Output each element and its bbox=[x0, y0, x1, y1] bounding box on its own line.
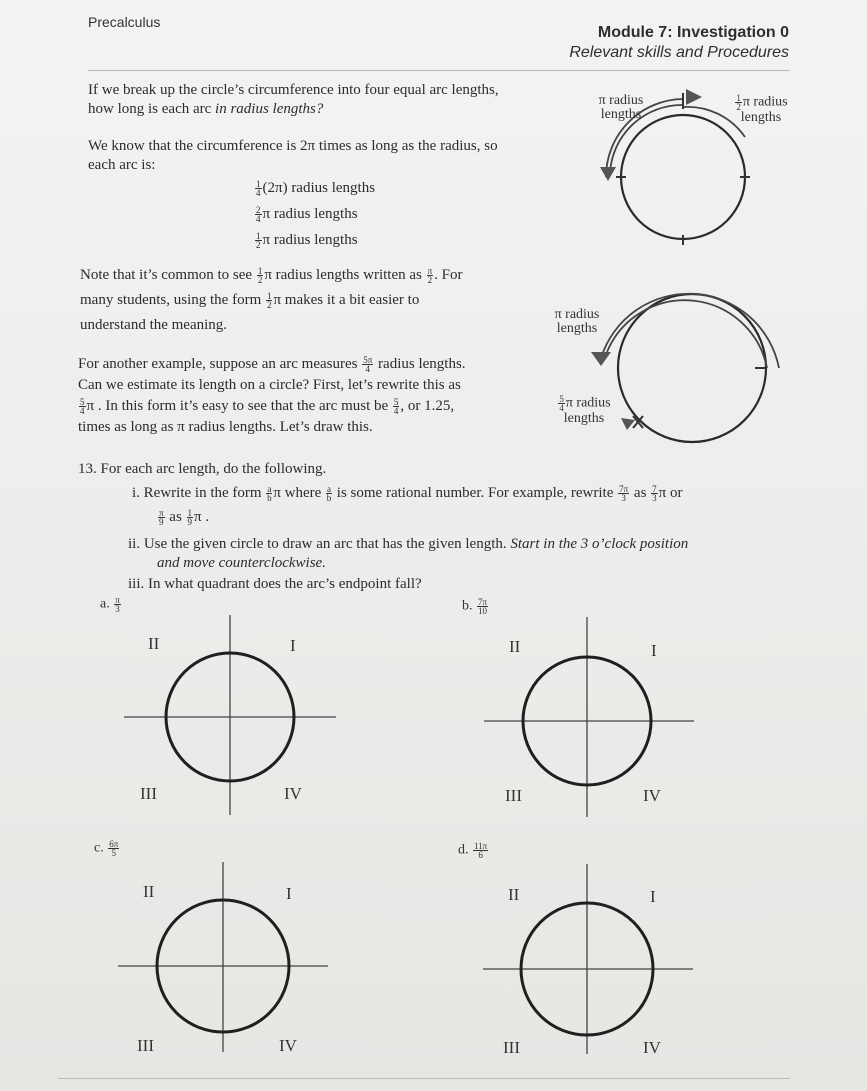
fraction-numerator: 1 bbox=[256, 231, 261, 242]
step-i-fraction bbox=[651, 485, 658, 502]
fraction-numerator: 6π bbox=[109, 839, 119, 849]
fraction-denominator: 6 bbox=[478, 850, 483, 860]
intro-explanation-line2: each arc is: bbox=[88, 157, 156, 173]
intro-question-line1: If we break up the circle’s circumference into four equal arc lengths, bbox=[88, 82, 499, 98]
fraction-numerator: 11π bbox=[474, 841, 488, 851]
part-c-label bbox=[94, 840, 120, 857]
example-fraction bbox=[362, 356, 373, 373]
calc-step-1-text: (2π) radius lengths bbox=[262, 180, 376, 196]
example-text: radius lengths. bbox=[374, 356, 466, 372]
circle-b-quadrant-4: IV bbox=[643, 786, 661, 805]
step-i-line2-text: as bbox=[165, 509, 186, 525]
fraction-denominator: 4 bbox=[365, 364, 371, 375]
problem-step-i bbox=[132, 484, 812, 503]
diagram2-label-five-fourths-text: π radius bbox=[565, 395, 611, 411]
note-line1 bbox=[80, 263, 550, 288]
calc-step-2 bbox=[254, 205, 358, 224]
fraction-numerator: π bbox=[115, 595, 120, 605]
circle-d-quadrant-2: II bbox=[508, 885, 520, 904]
part-a-label bbox=[100, 596, 122, 613]
fraction-numerator: a bbox=[327, 484, 332, 495]
example-line3 bbox=[78, 396, 538, 417]
example-fraction bbox=[79, 398, 86, 415]
calc-step-3 bbox=[254, 231, 358, 250]
step-i-fraction bbox=[266, 485, 272, 502]
fraction-numerator: 5π bbox=[363, 355, 373, 366]
step-i-fraction bbox=[326, 485, 332, 502]
step-i-text: is some rational number. For example, rewrite bbox=[333, 485, 618, 501]
calc-step-3-text: π radius lengths bbox=[262, 232, 358, 248]
fraction-denominator: 4 bbox=[256, 214, 261, 225]
module-title: Module 7: Investigation 0 bbox=[597, 24, 789, 41]
five-fourths-arrowhead bbox=[621, 418, 635, 430]
diagram2-label-five-fourths-line2: lengths bbox=[563, 411, 605, 426]
header-divider bbox=[88, 70, 790, 71]
fraction-denominator: b bbox=[267, 493, 272, 504]
circle-b-quadrant-1: I bbox=[651, 641, 657, 660]
intro-question-text: how long is each arc bbox=[88, 101, 216, 117]
fraction-numerator: 5 bbox=[80, 397, 85, 408]
diagram2-label-pi-line1: π radius bbox=[554, 307, 600, 322]
fraction-denominator: 2 bbox=[256, 240, 261, 251]
fraction-numerator: 7 bbox=[652, 484, 657, 495]
diagram1-label-pi-line1: π radius bbox=[598, 93, 644, 108]
problem-13-heading: 13. For each arc length, do the following. bbox=[78, 461, 327, 477]
note-text: π radius lengths written as bbox=[264, 267, 426, 283]
fraction-denominator: 4 bbox=[393, 406, 399, 417]
intro-question-italic: in radius lengths? bbox=[215, 101, 324, 117]
circle-d-quadrant-3: III bbox=[503, 1038, 520, 1057]
module-subtitle: Relevant skills and Procedures bbox=[569, 44, 789, 61]
fraction-denominator: 3 bbox=[621, 493, 626, 504]
circle-c-quadrant-2: II bbox=[143, 882, 155, 901]
fraction-numerator: 7π bbox=[619, 484, 629, 495]
problem-step-ii bbox=[128, 535, 808, 554]
fraction-denominator: 5 bbox=[111, 848, 116, 858]
example-text: For another example, suppose an arc measures bbox=[78, 356, 362, 372]
circle-c-quadrant-1: I bbox=[286, 884, 292, 903]
intro-explanation bbox=[88, 137, 568, 175]
step-i-text: π where bbox=[273, 485, 326, 501]
circle-a-quadrant-3: III bbox=[140, 784, 157, 803]
note-text: many students, using the form bbox=[80, 292, 265, 308]
fraction-denominator: 9 bbox=[187, 517, 193, 528]
diagram2-label-five-fourths-line1 bbox=[546, 395, 622, 412]
fraction-numerator: 5 bbox=[393, 397, 399, 408]
fraction-denominator: 2 bbox=[266, 300, 272, 311]
fraction-denominator: 4 bbox=[256, 188, 261, 199]
circle-c-quadrant-4: IV bbox=[279, 1036, 297, 1055]
calc-step-2-text: π radius lengths bbox=[262, 206, 358, 222]
part-letter: b. bbox=[462, 598, 473, 614]
note-text: . For bbox=[434, 267, 463, 283]
note-paragraph bbox=[80, 263, 550, 338]
diagram1-label-half-pi-line2: lengths bbox=[740, 110, 782, 125]
note-text: Note that it’s common to see bbox=[80, 267, 256, 283]
part-letter: c. bbox=[94, 840, 104, 856]
part-d-fraction bbox=[473, 842, 488, 859]
step-i-text: as bbox=[630, 485, 651, 501]
part-d-label bbox=[458, 842, 489, 859]
fraction-denominator: 2 bbox=[736, 102, 741, 112]
step-i-text: π or bbox=[658, 485, 683, 501]
part-b-fraction bbox=[477, 598, 488, 615]
diagram1-label-pi-line2: lengths bbox=[600, 107, 642, 122]
fraction-denominator: 4 bbox=[80, 406, 85, 417]
problem-step-ii-line2 bbox=[157, 554, 326, 573]
calc-step-1-fraction bbox=[255, 180, 262, 197]
calc-step-1 bbox=[254, 179, 375, 198]
diagram2-label-pi-line2: lengths bbox=[556, 321, 598, 336]
circle-b-quadrant-3: III bbox=[505, 786, 522, 805]
problem-step-iii: iii. In what quadrant does the arc’s endpoint fall? bbox=[128, 576, 422, 592]
example-line2: Can we estimate its length on a circle? First, let’s rewrite this as bbox=[78, 377, 461, 393]
step-i-fraction bbox=[618, 485, 629, 502]
part-letter: a. bbox=[100, 596, 110, 612]
circle-a-quadrant-4: IV bbox=[284, 784, 302, 803]
pi-arc-arrowhead bbox=[600, 167, 616, 181]
diagram2-label-pi bbox=[546, 308, 608, 336]
fraction-denominator: 2 bbox=[427, 275, 433, 286]
circle-b-quadrant-2: II bbox=[509, 637, 521, 656]
note-line2 bbox=[80, 288, 550, 313]
diagram1-label-pi bbox=[586, 94, 656, 122]
intro-question bbox=[88, 81, 568, 119]
fraction-numerator: π bbox=[159, 508, 164, 519]
note-fraction bbox=[427, 267, 434, 284]
fraction-denominator: b bbox=[326, 493, 332, 504]
note-line3: understand the meaning. bbox=[80, 317, 228, 333]
example-text: π . In this form it’s easy to see that the arc must be bbox=[86, 398, 392, 414]
intro-explanation-line1: We know that the circumference is 2π times as long as the radius, so bbox=[88, 138, 498, 154]
example-text: , or 1.25, bbox=[400, 398, 455, 414]
course-name: Precalculus bbox=[88, 14, 161, 30]
diagram1-fraction bbox=[735, 94, 742, 111]
part-c-fraction bbox=[108, 840, 119, 857]
fraction-numerator: π bbox=[427, 266, 433, 277]
fraction-denominator: 2 bbox=[257, 275, 263, 286]
calc-step-3-fraction bbox=[255, 232, 262, 249]
part-a-fraction bbox=[114, 596, 121, 613]
fraction-numerator: 1 bbox=[187, 508, 193, 519]
fraction-denominator: 10 bbox=[478, 606, 488, 616]
start-arrowhead bbox=[686, 89, 702, 105]
step-ii-text: ii. Use the given circle to draw an arc that has the given length. bbox=[128, 536, 511, 552]
fraction-numerator: 1 bbox=[736, 93, 741, 103]
calc-step-2-fraction bbox=[255, 206, 262, 223]
fraction-denominator: 3 bbox=[115, 604, 120, 614]
fraction-numerator: 7π bbox=[478, 597, 488, 607]
step-i-line2-text: π . bbox=[194, 509, 210, 525]
diagram1-label-half-pi bbox=[726, 94, 796, 125]
fraction-numerator: a bbox=[267, 484, 272, 495]
circle-a-quadrant-1: I bbox=[290, 636, 296, 655]
footer-divider bbox=[58, 1078, 790, 1079]
diagram2-label-five-fourths bbox=[546, 395, 622, 426]
diagram1-circle bbox=[621, 115, 745, 239]
fraction-denominator: 4 bbox=[559, 403, 564, 413]
note-fraction bbox=[266, 292, 273, 309]
fraction-numerator: 1 bbox=[257, 266, 263, 277]
note-text: π makes it a bit easier to bbox=[273, 292, 420, 308]
problem-step-i-line2 bbox=[157, 508, 209, 527]
circle-d-quadrant-1: I bbox=[650, 887, 656, 906]
fraction-numerator: 1 bbox=[256, 179, 261, 190]
fraction-numerator: 1 bbox=[266, 291, 272, 302]
part-letter: d. bbox=[458, 842, 469, 858]
fraction-numerator: 5 bbox=[559, 394, 564, 404]
circle-a-quadrant-2: II bbox=[148, 634, 160, 653]
note-fraction bbox=[257, 267, 264, 284]
step-i-text: i. Rewrite in the form bbox=[132, 485, 266, 501]
fraction-denominator: 3 bbox=[652, 493, 657, 504]
step-i-line2-fraction bbox=[187, 509, 194, 526]
intro-question-line2 bbox=[88, 100, 568, 119]
circle-d-quadrant-4: IV bbox=[643, 1038, 661, 1057]
fraction-numerator: 2 bbox=[256, 205, 261, 216]
circle-c-quadrant-3: III bbox=[137, 1036, 154, 1055]
step-i-line2-fraction bbox=[158, 509, 165, 526]
step-ii-italic-line2: and move counterclockwise. bbox=[157, 555, 326, 571]
diagram2-fraction bbox=[558, 395, 565, 412]
step-ii-italic: Start in the 3 o’clock position bbox=[510, 536, 689, 552]
diagram1-label-half-pi-line1 bbox=[726, 94, 796, 111]
part-b-label bbox=[462, 598, 489, 615]
example-line1 bbox=[78, 354, 538, 375]
diagram1-label-half-pi-text: π radius bbox=[742, 94, 788, 110]
example-line4: times as long as π radius lengths. Let’s draw this. bbox=[78, 419, 373, 435]
fraction-denominator: 9 bbox=[159, 517, 164, 528]
example-fraction bbox=[393, 398, 400, 415]
example-paragraph bbox=[78, 354, 538, 438]
